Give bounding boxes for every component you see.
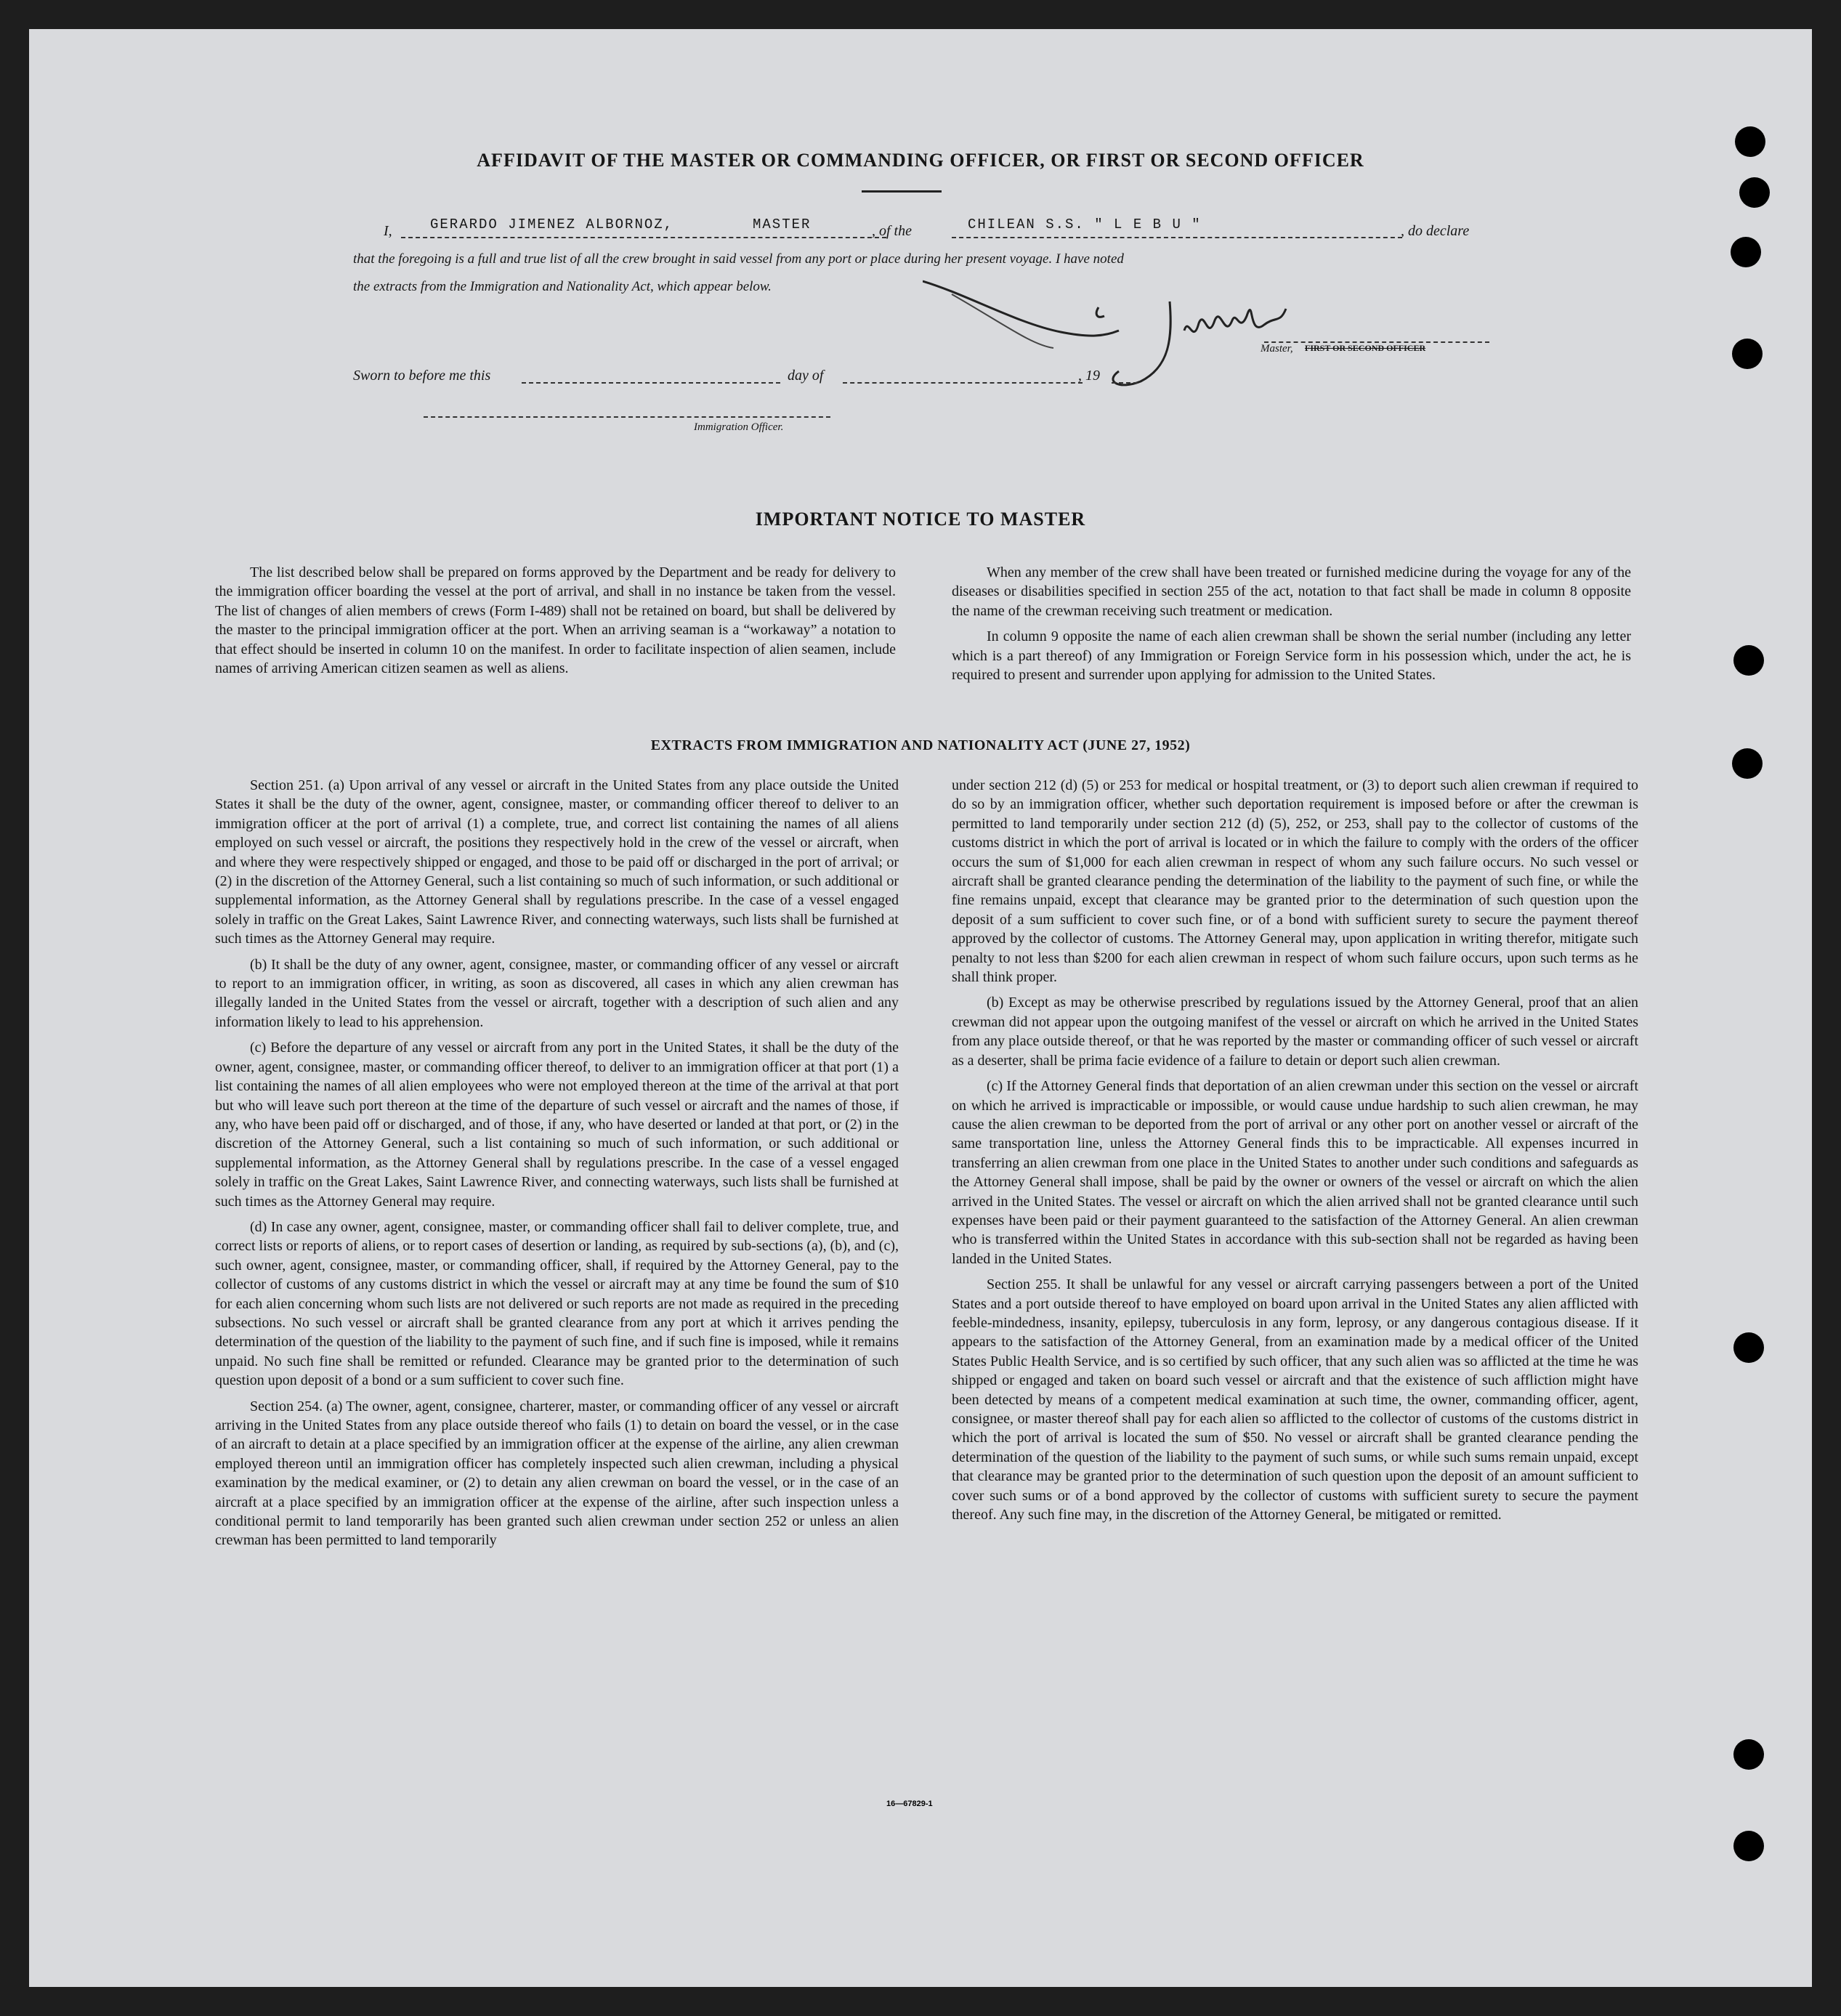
declaration-line-2: the extracts from the Immigration and Nationality Act, which appear below. [353, 279, 772, 294]
notice-title: IMPORTANT NOTICE TO MASTER [755, 509, 1086, 530]
punch-hole [1739, 177, 1770, 208]
notice-paragraph: In column 9 opposite the name of each alien crewman shall be shown the serial number (including any letter which is a part thereof) of any Immigration or Foreign Service form in his possession which, under the act, he is required to present and surrender upon applying for admission to the United States. [952, 628, 1631, 684]
section-251b: (b) It shall be the duty of any owner, agent, consignee, master, or commanding officer of any vessel or aircraft to report to an immigration officer, in writing, as soon as discovered, all cases in which any alien crewman has illegally landed in the United States from the vessel or aircraft, together with a description of such alien and any information likely to lead to his apprehension. [215, 956, 899, 1030]
section-254a: Section 254. (a) The owner, agent, consignee, charterer, master, or commanding officer of any vessel or aircraft arriving in the United States from any place outside thereof who fails (1) to detain on board the vessel, or in the case of an aircraft to detain at a place specified by an immigration officer at the expense of the airline, any alien crewman employed thereon until an immigration officer has completely inspected such alien crewman, including a physical examination by the medical examiner, or (2) to detain any alien crewman on board the vessel, or in the case of an aircraft at a place specified by an immigration officer at the expense of the airline, after such inspection unless a conditional permit to land temporarily has been granted such alien crewman under section 252 or unless an alien crewman has been permitted to land temporarily [215, 1398, 899, 1549]
notice-right-column [952, 563, 1631, 691]
section-251c: (c) Before the departure of any vessel or aircraft from any port in the United States, it shall be the duty of the owner, agent, consignee, master, or commanding officer thereof, to deliver to an immigration officer at that port (1) a list containing the names of all alien employees who were not employed thereon at the time of the arrival at that port but who will leave such port thereon at the time of the departure of such vessel or aircraft and the names of those, if any, who have been paid off or discharged, and of those, if any, who have deserted or landed at that port, or (2) in the discretion of the Attorney General, such a list containing so much of such information, or such additional or supplemental information, as the Attorney General shall by regulations prescribe. In the case of a vessel engaged solely in traffic on the Great Lakes, Saint Lawrence River, and connecting waterways, such lists shall be furnished at such times as the Attorney General may require. [215, 1040, 899, 1210]
sworn-day-line [522, 382, 780, 384]
master-signature [923, 272, 1388, 396]
title-divider [862, 190, 942, 193]
punch-hole [1735, 126, 1765, 157]
master-name-value: GERARDO JIMENEZ ALBORNOZ, [430, 216, 674, 232]
notice-paragraph: The list described below shall be prepared on forms approved by the Department and be ready for delivery to the immigration officer boarding the vessel at the port of arrival, and shall in no instance be taken from the vessel. The list of changes of alien members of crews (Form I-489) shall not be retained on board, but shall be delivered by the master to the principal immigration officer at the port. When an arriving seaman is a “workaway” a notation to that effect should be inserted in column 10 on the manifest. In order to facilitate inspection of alien seamen, include names of arriving American citizen seamen as well as aliens. [215, 564, 896, 677]
sworn-label: Sworn to before me this [353, 368, 491, 384]
punch-hole [1732, 339, 1763, 369]
declaration-line-1: that the foregoing is a full and true list of all the crew brought in said vessel from any port or place during her present voyage. I have noted [353, 251, 1124, 267]
notice-left-column [215, 563, 896, 684]
vessel-value: CHILEAN S.S. " L E B U " [968, 216, 1202, 232]
year-label: , 19 [1078, 368, 1100, 384]
extracts-right-column [952, 776, 1638, 1531]
sworn-year-line [1112, 382, 1138, 384]
punch-hole [1732, 748, 1763, 779]
extracts-left-column [215, 776, 899, 1557]
punch-hole [1733, 1831, 1764, 1861]
day-of-label: day of [788, 368, 824, 384]
vessel-line [952, 237, 1402, 238]
form-code: 16—67829-1 [886, 1800, 933, 1808]
master-label: Master, [1261, 343, 1293, 355]
section-251a: Section 251. (a) Upon arrival of any vessel or aircraft in the United States from any place outside the United States it shall be the duty of the owner, agent, consignee, master, or commanding officer thereof to deliver to an immigration officer at the port of arrival (1) a complete, true, and correct list containing the names of all aliens employed on such vessel or aircraft, the positions they respectively hold in the crew of the vessel or aircraft, when and where they were respectively shipped or engaged, and those to be paid off or discharged in the port of arrival; or (2) in the discretion of the Attorney General, such a list containing so much of such information, or such additional or supplemental information, as the Attorney General shall by regulations prescribe. In the case of a vessel engaged solely in traffic on the Great Lakes, Saint Lawrence River, and connecting waterways, such lists shall be furnished at such times as the Attorney General may require. [215, 777, 899, 947]
immigration-officer-label: Immigration Officer. [694, 421, 784, 433]
first-or-second-officer-label: FIRST OR SECOND OFFICER [1305, 343, 1426, 353]
affidavit-title: AFFIDAVIT OF THE MASTER OR COMMANDING OFFICER, OR FIRST OR SECOND OFFICER [477, 150, 1364, 171]
punch-hole [1733, 1332, 1764, 1363]
i-label: I, [384, 223, 392, 239]
extracts-title: EXTRACTS FROM IMMIGRATION AND NATIONALITY ACT (JUNE 27, 1952) [650, 737, 1191, 753]
rank-value: MASTER [753, 216, 812, 232]
punch-hole [1733, 645, 1764, 676]
do-declare-label: , do declare [1401, 223, 1470, 239]
punch-hole [1731, 237, 1761, 267]
section-254a-continued: under section 212 (d) (5) or 253 for medical or hospital treatment, or (3) to deport such alien crewman if required to do so by an immigration officer, whether such deportation requirement is imposed before or after the crewman is permitted to land temporarily under section 212 (d) (5), 252, or 253, shall pay to the collector of customs of the customs district in which the port of arrival is located or in which the failure to comply with the orders of the officer occurs the sum of $1,000 for each alien crewman in respect of whom any such failure occurs. No such vessel or aircraft shall be granted clearance pending the determination of the liability to the payment of such fine, or while the fine remains unpaid, except that clearance may be granted prior to the determination of such question upon the deposit of a sum sufficient to cover such fine, or of a bond with sufficient surety to secure the payment thereof approved by the collector of customs. The Attorney General may, upon application in writing therefor, mitigate such penalty to not less than $200 for each alien crewman in respect of whom such failure occurs, upon such terms as he shall think proper. [952, 777, 1638, 986]
section-254c: (c) If the Attorney General finds that deportation of an alien crewman under this section on the vessel or aircraft on which he arrived is impracticable or impossible, or would cause undue hardship to such alien crewman, he may cause the alien crewman to be deported from the port of arrival or any other port on another vessel or aircraft of the same transportation line, unless the Attorney General finds this to be impracticable. All expenses incurred in transferring an alien crewman from one place in the United States to another under such conditions and safeguards as the Attorney General shall impose, shall be paid by the owner or owners of the vessel or aircraft on which the alien arrived in the United States. The vessel or aircraft on which the alien arrived shall not be granted clearance until such expenses have been paid or their payment guaranteed to the satisfaction of the Attorney General. An alien crewman who is transferred within the United States in accordance with this sub-section shall not be regarded as having been landed in the United States. [952, 1078, 1638, 1267]
name-line [401, 237, 886, 238]
sworn-month-line [843, 382, 1083, 384]
section-254b: (b) Except as may be otherwise prescribed by regulations issued by the Attorney General, proof that an alien crewman did not appear upon the outgoing manifest of the vessel or aircraft on which he arrived in the United States from any place outside thereof, or that he was reported by the master or commanding officer of such vessel or aircraft as a deserter, shall be prima facie evidence of a failure to detain or deport such alien crewman. [952, 995, 1638, 1069]
section-255: Section 255. It shall be unlawful for any vessel or aircraft carrying passengers between a port of the United States and a port outside thereof to have employed on board upon arrival in the United States any alien afflicted with feeble-mindedness, insanity, epilepsy, tuberculosis in any form, leprosy, or any dangerous contagious disease. If it appears to the satisfaction of the Attorney General, from an examination made by a medical officer of the United States Public Health Service, and is so certified by such officer, that any such alien was so afflicted at the time he was shipped or engaged and taken on board such vessel or aircraft and that the existence of such affliction might have been detected by means of a competent medical examination at such time, the owner, commanding officer, agent, consignee, or master thereof shall pay for each alien so afflicted to the collector of customs of the customs district in which the port of arrival is located the sum of $50. No vessel or aircraft shall be granted clearance pending the determination of the question of the liability to the payment of such sums, or while such sums remain unpaid, except that clearance may be granted prior to the determination of such question upon the deposit of an amount sufficient to cover such sums or of a bond approved by the collector of customs with sufficient surety to secure the payment thereof. Any such fine may, in the discretion of the Attorney General, be mitigated or remitted. [952, 1276, 1638, 1523]
notice-paragraph: When any member of the crew shall have been treated or furnished medicine during the voyage for any of the diseases or disabilities specified in section 255 of the act, notation to that fact shall be made in column 8 opposite the name of the crewman receiving such treatment or medication. [952, 564, 1631, 619]
immigration-officer-line [424, 416, 830, 418]
section-251d: (d) In case any owner, agent, consignee, master, or commanding officer shall fail to deliver complete, true, and correct lists or reports of aliens, or to report cases of desertion or landing, as required by sub-sections (a), (b), and (c), such owner, agent, consignee, master, or commanding officer, shall, if required by the Attorney General, pay to the collector of customs of any customs district in which the vessel or aircraft may at any time be found the sum of $10 for each alien concerning whom such lists are not delivered or such reports are not made as required in the preceding subsections. No such vessel or aircraft shall be granted clearance from any port at which it arrives pending the determination of the question of the liability to the payment of such fine, and if such fine is imposed, while it remains unpaid. No such fine shall be remitted or refunded. Clearance may be granted prior to the determination of such question upon deposit of a bond or a sum sufficient to cover such fine. [215, 1218, 899, 1389]
of-the-label: , of the [872, 223, 912, 239]
punch-hole [1733, 1739, 1764, 1770]
